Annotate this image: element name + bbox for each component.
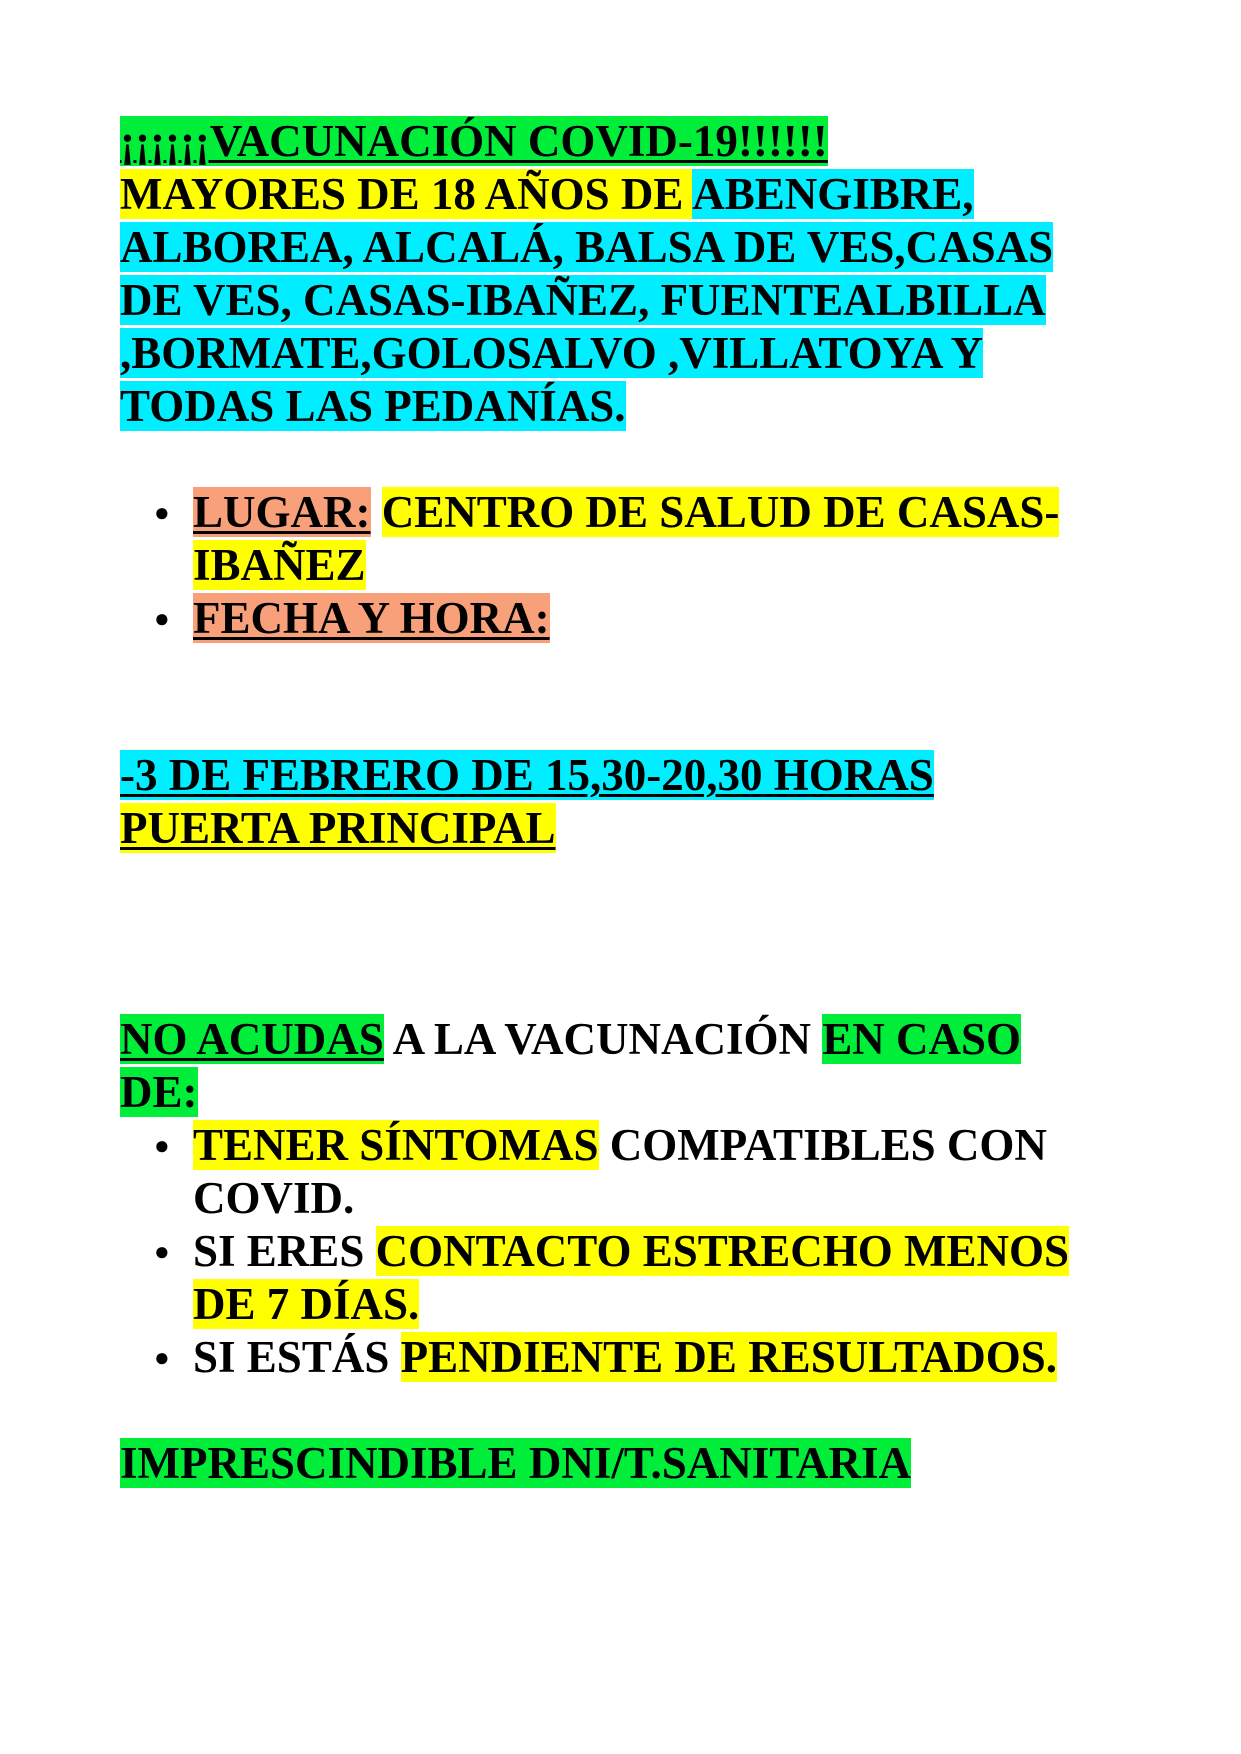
audience-town-1: ABENGIBRE, — [692, 169, 974, 219]
warning-de: DE: — [120, 1067, 198, 1117]
audience-towns-3: DE VES, CASAS-IBAÑEZ, FUENTEALBILLA — [120, 275, 1046, 325]
item-pendiente-prefix: SI ESTÁS — [193, 1332, 401, 1382]
warning-middle: A LA VACUNACIÓN — [383, 1014, 823, 1064]
item-sintomas-line-1 — [193, 1119, 1047, 1172]
audience-line-4 — [120, 327, 983, 380]
audience-towns-4: ,BORMATE,GOLOSALVO ,VILLATOYA Y — [120, 328, 984, 378]
lugar-value-cont: IBAÑEZ — [193, 540, 366, 590]
item-contacto-prefix: SI ERES — [193, 1226, 376, 1276]
fecha-label: FECHA Y HORA: — [193, 593, 550, 643]
item-sintomas-highlight: TENER SÍNTOMAS — [193, 1120, 599, 1170]
requirement-line — [120, 1437, 911, 1490]
bullet-fecha: ● — [154, 604, 170, 633]
item-pendiente-line — [193, 1331, 1057, 1384]
title-text: ¡¡¡¡¡¡VACUNACIÓN COVID-19!!!!!! — [120, 116, 828, 166]
item-contacto-highlight: CONTACTO ESTRECHO MENOS — [375, 1226, 1070, 1276]
item-sintomas-text: COMPATIBLES CON — [598, 1120, 1047, 1170]
item-contacto-line-2 — [193, 1278, 419, 1331]
schedule-door: PUERTA PRINCIPAL — [120, 803, 556, 853]
fecha-line — [193, 592, 550, 645]
audience-line-3 — [120, 274, 1046, 327]
item-pendiente-highlight: PENDIENTE DE RESULTADOS. — [400, 1332, 1058, 1382]
item-contacto-line-1 — [193, 1225, 1069, 1278]
audience-line-2 — [120, 221, 1053, 274]
item-contacto-cont: DE 7 DÍAS. — [193, 1279, 420, 1329]
schedule-line-2 — [120, 802, 556, 855]
item-sintomas-line-2 — [193, 1172, 354, 1225]
lugar-value: CENTRO DE SALUD DE CASAS- — [381, 487, 1060, 537]
item-sintomas-cont: COVID. — [193, 1173, 355, 1223]
title — [120, 115, 828, 168]
schedule-line-1 — [120, 749, 934, 802]
audience-line-1 — [120, 168, 974, 221]
bullet-pendiente: ● — [154, 1343, 170, 1372]
warning-intro — [120, 1013, 1021, 1066]
audience-towns-5: TODAS LAS PEDANÍAS. — [120, 381, 626, 431]
audience-towns-2: ALBOREA, ALCALÁ, BALSA DE VES,CASAS — [120, 222, 1054, 272]
requirement-text: IMPRESCINDIBLE DNI/T.SANITARIA — [120, 1438, 911, 1488]
warning-intro-2 — [120, 1066, 198, 1119]
bullet-sintomas: ● — [154, 1131, 170, 1160]
audience-prefix: MAYORES DE 18 AÑOS DE — [120, 169, 693, 219]
lugar-line-2 — [193, 539, 366, 592]
warning-en-caso: EN CASO — [822, 1014, 1022, 1064]
bullet-lugar: ● — [154, 498, 170, 527]
warning-no-acudas: NO ACUDAS — [120, 1014, 384, 1064]
audience-line-5 — [120, 380, 626, 433]
lugar-label: LUGAR: — [193, 487, 371, 537]
bullet-contacto: ● — [154, 1237, 170, 1266]
schedule-date: -3 DE FEBRERO DE 15,30-20,30 HORAS — [120, 750, 934, 800]
lugar-line-1 — [193, 486, 1059, 539]
